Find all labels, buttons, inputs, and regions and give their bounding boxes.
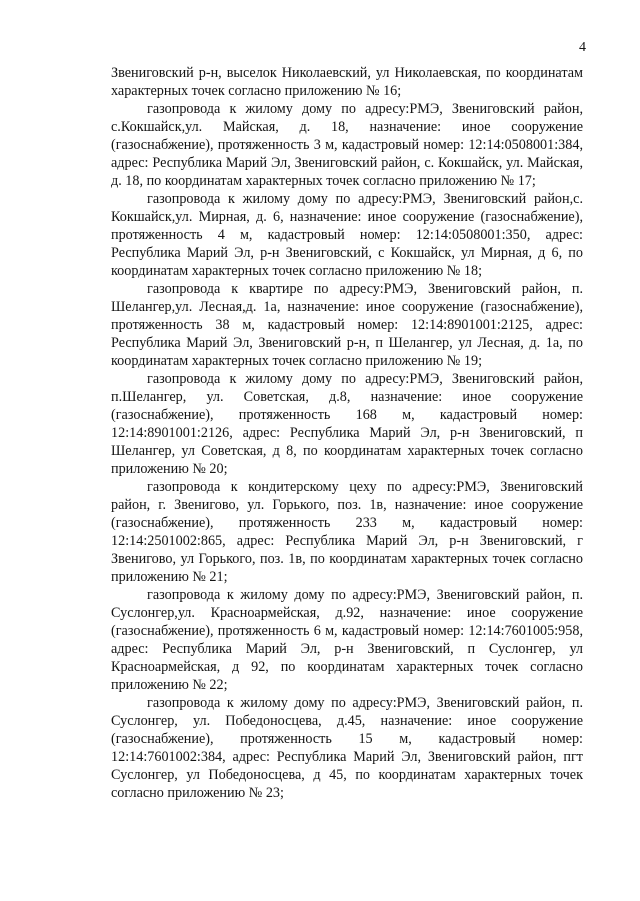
paragraph-item-17: газопровода к жилому дому по адресу:РМЭ, Звениговский район, с.Кокшайск,ул. Майская, д. 18, назначение: иное сооружение (газоснабжение), протяженность 3 м, кадастровый номер: 12:14:0508001:384, адрес: Республика Марий Эл, Звениговский район, с. Кокшайск, ул. Майская, д. 18, по координатам характерных точек согласно приложению № 17;: [111, 101, 583, 189]
paragraph-item-21: газопровода к кондитерскому цеху по адресу:РМЭ, Звениговский район, г. Звенигово, ул. Горького, поз. 1в, назначение: иное сооружение (газоснабжение), протяженность 233 м, кадастровый номер: 12:14:2501002:865, адрес: Республика Марий Эл, р-н Звениговский, г Звенигово, ул Горького, поз. 1в, по координатам характерных точек согласно приложению № 21;: [111, 479, 583, 585]
paragraph-item-20: газопровода к жилому дому по адресу:РМЭ, Звениговский район, п.Шелангер, ул. Советская, д.8, назначение: иное сооружение (газоснабжение), протяженность 168 м, кадастровый номер: 12:14:8901001:2126, адрес: Республика Марий Эл, р-н Звениговский, п Шелангер, ул Советская, д 8, по координатам характерных точек согласно приложению № 20;: [111, 371, 583, 477]
document-body: [111, 64, 583, 802]
paragraph-item-19: газопровода к квартире по адресу:РМЭ, Звениговский район, п. Шелангер,ул. Лесная,д. 1а, назначение: иное сооружение (газоснабжение), протяженность 38 м, кадастровый номер: 12:14:8901001:2125, адрес: Республика Марий Эл, Звениговский р-н, п Шелангер, ул Лесная, д. 1а, по координатам характерных точек согласно приложению № 19;: [111, 281, 583, 369]
page-number: 4: [579, 40, 586, 55]
paragraph-item-18: газопровода к жилому дому по адресу:РМЭ, Звениговский район,с. Кокшайск,ул. Мирная, д. 6, назначение: иное сооружение (газоснабжение), протяженность 4 м, кадастровый номер: 12:14:0508001:350, адрес: Республика Марий Эл, р-н Звениговский, с Кокшайск, ул Мирная, д 6, по координатам характерных точек согласно приложению № 18;: [111, 191, 583, 279]
paragraph-continuation: Звениговский р-н, выселок Николаевский, ул Николаевская, по координатам характерных точек согласно приложению № 16;: [111, 65, 583, 99]
paragraph-item-22: газопровода к жилому дому по адресу:РМЭ, Звениговский район, п. Суслонгер,ул. Красноармейская, д.92, назначение: иное сооружение (газоснабжение), протяженность 6 м, кадастровый номер: 12:14:7601005:958, адрес: Республика Марий Эл, р-н Звениговский, п Суслонгер, ул Красноармейская, д 92, по координатам характерных точек согласно приложению № 22;: [111, 587, 583, 693]
paragraph-item-23: газопровода к жилому дому по адресу:РМЭ, Звениговский район, п. Суслонгер, ул. Победоносцева, д.45, назначение: иное сооружение (газоснабжение), протяженность 15 м, кадастровый номер: 12:14:7601002:384, адрес: Республика Марий Эл, Звениговский район, пгт Суслонгер, ул Победоносцева, д 45, по координатам характерных точек согласно приложению № 23;: [111, 695, 583, 801]
